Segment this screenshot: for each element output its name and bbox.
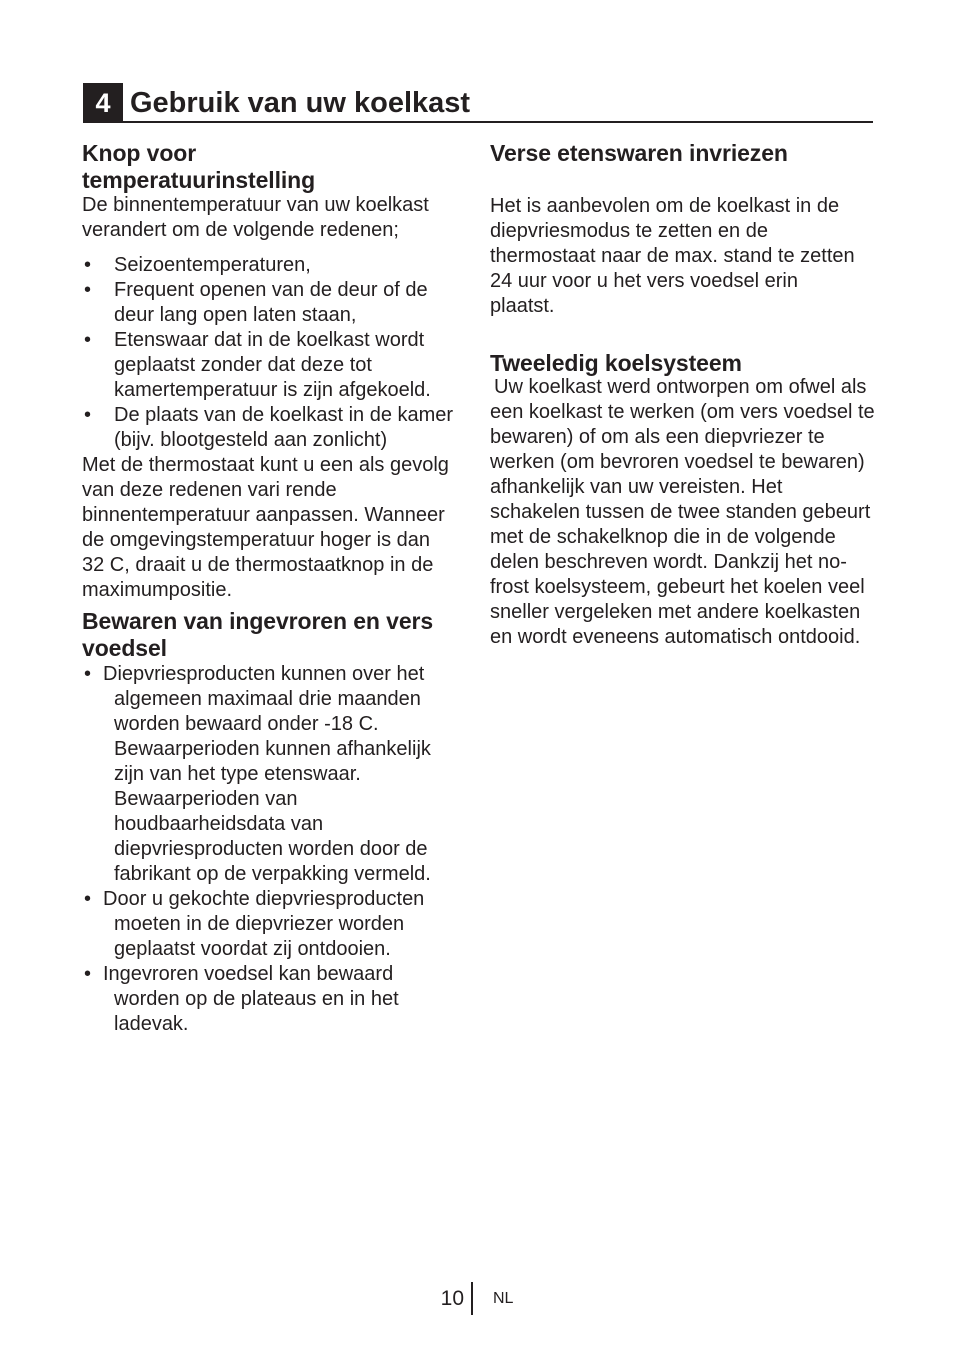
left-column	[82, 140, 467, 1037]
chapter-title: Gebruik van uw koelkast	[130, 87, 471, 119]
list-item: • De plaats van de koelkast in de kamer (bijv. blootgesteld aan zonlicht)	[84, 404, 454, 451]
list-item: • Etenswaar dat in de koelkast wordt geplaatst zonder dat deze tot kamertemperatuur is zijn afgekoeld.	[84, 329, 431, 401]
reasons-list	[82, 253, 467, 453]
language-code: NL	[493, 1290, 514, 1307]
page-number: 10	[440, 1287, 464, 1310]
footer-divider	[471, 1282, 473, 1315]
section-body: Met de thermostaat kunt u een als gevolg van deze redenen vari rende binnentemperatuur aanpassen. Wanneer de omgevingstemperatuur hoger is dan 32 C, draait u de thermostaatknop in de maximumpositie.	[82, 454, 449, 601]
section-heading-dual-cooling: Tweeledig koelsysteem	[490, 350, 742, 376]
list-item: • Diepvriesproducten kunnen over het algemeen maximaal drie maanden worden bewaard onder -18 C. Bewaarperioden kunnen afhankelijk zijn van het type etenswaar. Bewaarperioden van houdbaarheidsdata van diepvriesproducten worden door de fabrikant op de verpakking vermeld.	[84, 663, 431, 885]
list-item: • Frequent openen van de deur of de deur lang open laten staan,	[84, 279, 428, 326]
list-item: • Ingevroren voedsel kan bewaard worden op de plateaus en in het ladevak.	[84, 963, 399, 1035]
section-body: Uw koelkast werd ontworpen om ofwel als een koelkast te werken (om vers voedsel te bewaren) of om als een diepvriezer te werken (om bevroren voedsel te bewaren) afhankelijk van uw vereisten. Het schakelen tussen de twee standen gebeurt met de schakelknop die in de volgende delen beschreven wordt. Dankzij het no-frost koelsysteem, gebeurt het koelen veel sneller vergeleken met andere koelkasten en wordt eveneens automatisch ontdooid.	[490, 376, 875, 648]
chapter-header	[83, 83, 873, 123]
section-body: Het is aanbevolen om de koelkast in de diepvriesmodus te zetten en de thermostaat naar de max. stand te zetten 24 uur voor u het vers voedsel erin plaatst.	[490, 195, 855, 317]
right-column	[490, 140, 880, 650]
section-heading-freezing: Verse etenswaren invriezen	[490, 140, 788, 166]
section-heading-temperature-knob: Knop voor temperatuurinstelling	[82, 140, 316, 193]
chapter-number: 4	[83, 83, 123, 123]
section-intro: De binnentemperatuur van uw koelkast verandert om de volgende redenen;	[82, 194, 429, 241]
storage-list	[82, 662, 467, 1037]
list-item: • Seizoentemperaturen,	[84, 254, 311, 276]
section-heading-storage: Bewaren van ingevroren en vers voedsel	[82, 608, 434, 661]
page-footer	[0, 1282, 954, 1316]
list-item: • Door u gekochte diepvriesproducten moeten in de diepvriezer worden geplaatst voordat zij ontdooien.	[84, 888, 425, 960]
